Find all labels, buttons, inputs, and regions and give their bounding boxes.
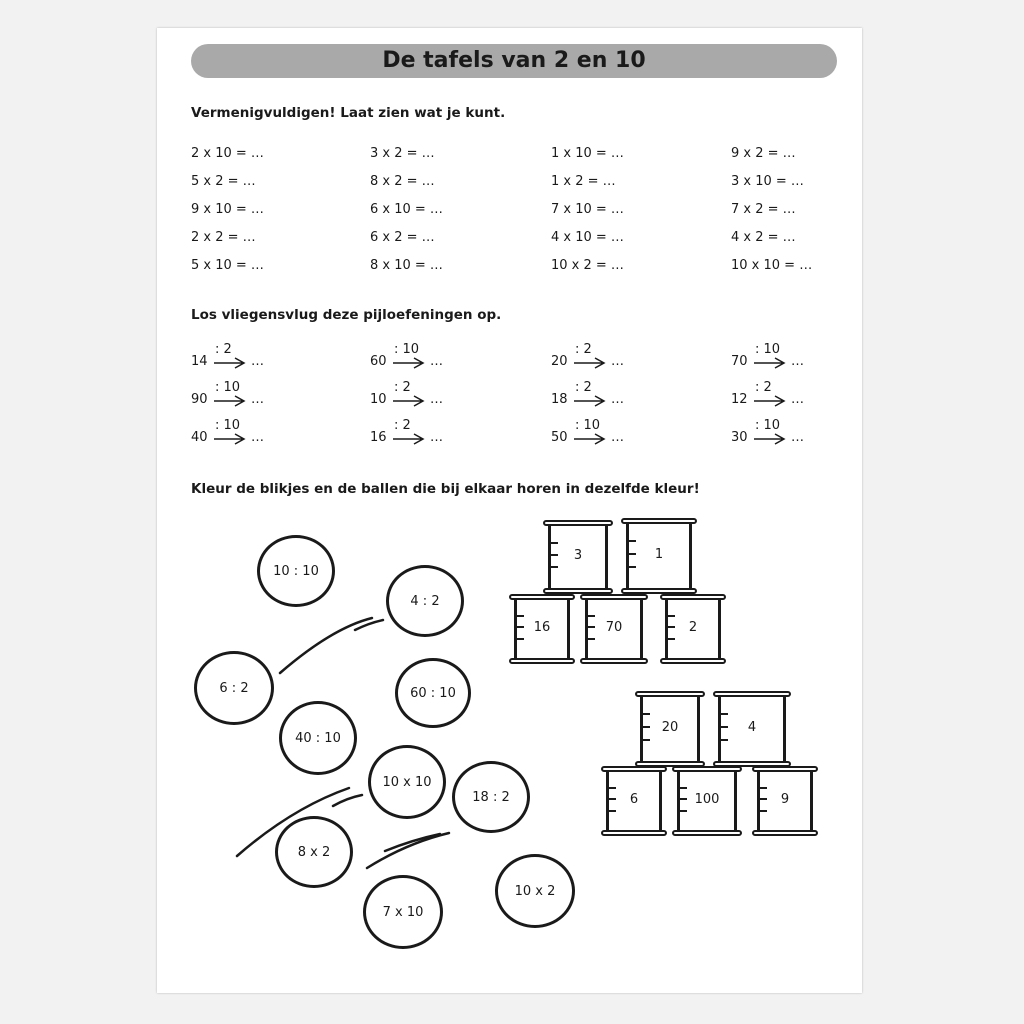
- can-bottom: [509, 658, 575, 664]
- divide-operator: : 2: [394, 380, 411, 395]
- multiplication-exercise: 1 x 2 = …: [551, 174, 616, 189]
- start-number: 40: [191, 430, 208, 445]
- ball-label: 8 x 2: [297, 844, 331, 860]
- answer-blank: …: [430, 430, 443, 445]
- can-body: [640, 697, 700, 761]
- answer-blank: …: [251, 430, 264, 445]
- ball[interactable]: [395, 658, 471, 728]
- ball[interactable]: [363, 875, 443, 949]
- start-number: 30: [731, 430, 748, 445]
- multiplication-exercise: 4 x 10 = …: [551, 230, 624, 245]
- answer-blank: …: [430, 392, 443, 407]
- divide-operator: : 10: [755, 342, 781, 357]
- divide-operator: : 10: [394, 342, 420, 357]
- start-number: 20: [551, 354, 568, 369]
- can-label: 16: [533, 620, 551, 635]
- multiplication-exercise: 3 x 10 = …: [731, 174, 804, 189]
- can[interactable]: [580, 594, 648, 664]
- ball-label: 7 x 10: [382, 904, 424, 920]
- ball[interactable]: [257, 535, 335, 607]
- multiplication-exercise: 2 x 10 = …: [191, 146, 264, 161]
- can-body: [585, 600, 643, 658]
- multiplication-exercise: 3 x 2 = …: [370, 146, 435, 161]
- can[interactable]: [752, 766, 818, 836]
- multiplication-exercise: 9 x 10 = …: [191, 202, 264, 217]
- start-number: 70: [731, 354, 748, 369]
- ball-label: 6 : 2: [219, 680, 249, 696]
- multiplication-exercise: 7 x 2 = …: [731, 202, 796, 217]
- can[interactable]: [543, 520, 613, 594]
- can-body: [757, 772, 813, 830]
- divide-operator: : 2: [575, 380, 592, 395]
- can-bottom: [672, 830, 742, 836]
- divide-operator: : 2: [394, 418, 411, 433]
- answer-blank: …: [611, 392, 624, 407]
- ball-label: 4 : 2: [410, 593, 440, 609]
- can-body: [718, 697, 786, 761]
- ball-label: 60 : 10: [410, 685, 456, 701]
- page-title: De tafels van 2 en 10: [191, 44, 837, 78]
- worksheet-page: [157, 28, 862, 993]
- ball[interactable]: [495, 854, 575, 928]
- can[interactable]: [621, 518, 697, 594]
- can-body: [626, 524, 692, 588]
- can-body: [665, 600, 721, 658]
- start-number: 16: [370, 430, 387, 445]
- ball[interactable]: [194, 651, 274, 725]
- multiplication-exercise: 9 x 2 = …: [731, 146, 796, 161]
- multiplication-exercise: 5 x 10 = …: [191, 258, 264, 273]
- start-number: 90: [191, 392, 208, 407]
- can-label: 2: [688, 620, 698, 635]
- divide-operator: : 10: [755, 418, 781, 433]
- answer-blank: …: [251, 354, 264, 369]
- can-bottom: [601, 830, 667, 836]
- ball-label: 10 : 10: [273, 563, 319, 579]
- answer-blank: …: [791, 392, 804, 407]
- can[interactable]: [601, 766, 667, 836]
- divide-operator: : 2: [215, 342, 232, 357]
- start-number: 60: [370, 354, 387, 369]
- can-body: [548, 526, 608, 588]
- can[interactable]: [509, 594, 575, 664]
- answer-blank: …: [791, 354, 804, 369]
- multiplication-exercise: 10 x 10 = …: [731, 258, 813, 273]
- divide-operator: : 10: [215, 418, 241, 433]
- multiplication-exercise: 8 x 2 = …: [370, 174, 435, 189]
- can-label: 9: [780, 792, 790, 807]
- instruction-color-match: Kleur de blikjes en de ballen die bij elkaar horen in dezelfde kleur!: [191, 481, 700, 497]
- multiplication-exercise: 6 x 2 = …: [370, 230, 435, 245]
- can-label: 1: [654, 547, 664, 562]
- can[interactable]: [713, 691, 791, 767]
- ball[interactable]: [368, 745, 446, 819]
- multiplication-exercise: 4 x 2 = …: [731, 230, 796, 245]
- start-number: 10: [370, 392, 387, 407]
- can-bottom: [752, 830, 818, 836]
- can-bottom: [580, 658, 648, 664]
- can-label: 4: [747, 720, 757, 735]
- ball-label: 10 x 2: [514, 883, 556, 899]
- instruction-arrow-exercises: Los vliegensvlug deze pijloefeningen op.: [191, 307, 502, 323]
- ball[interactable]: [386, 565, 464, 637]
- start-number: 18: [551, 392, 568, 407]
- answer-blank: …: [611, 354, 624, 369]
- multiplication-exercise: 8 x 10 = …: [370, 258, 443, 273]
- ball[interactable]: [275, 816, 353, 888]
- start-number: 12: [731, 392, 748, 407]
- divide-operator: : 10: [215, 380, 241, 395]
- start-number: 14: [191, 354, 208, 369]
- can[interactable]: [660, 594, 726, 664]
- can-bottom: [660, 658, 726, 664]
- ball-label: 18 : 2: [472, 789, 510, 805]
- ball-label: 40 : 10: [295, 730, 341, 746]
- multiplication-exercise: 2 x 2 = …: [191, 230, 256, 245]
- start-number: 50: [551, 430, 568, 445]
- multiplication-exercise: 5 x 2 = …: [191, 174, 256, 189]
- can-label: 20: [661, 720, 679, 735]
- answer-blank: …: [791, 430, 804, 445]
- can-label: 3: [573, 548, 583, 563]
- answer-blank: …: [611, 430, 624, 445]
- multiplication-exercise: 7 x 10 = …: [551, 202, 624, 217]
- ball-label: 10 x 10: [382, 774, 432, 790]
- instruction-multiply: Vermenigvuldigen! Laat zien wat je kunt.: [191, 105, 506, 121]
- multiplication-exercise: 10 x 2 = …: [551, 258, 624, 273]
- can-body: [677, 772, 737, 830]
- divide-operator: : 2: [575, 342, 592, 357]
- divide-operator: : 10: [575, 418, 601, 433]
- can[interactable]: [672, 766, 742, 836]
- divide-operator: : 2: [755, 380, 772, 395]
- multiplication-exercise: 6 x 10 = …: [370, 202, 443, 217]
- motion-lines: [157, 28, 862, 993]
- can-body: [606, 772, 662, 830]
- can[interactable]: [635, 691, 705, 767]
- ball[interactable]: [279, 701, 357, 775]
- can-label: 70: [605, 620, 623, 635]
- answer-blank: …: [430, 354, 443, 369]
- multiplication-exercise: 1 x 10 = …: [551, 146, 624, 161]
- ball[interactable]: [452, 761, 530, 833]
- can-label: 100: [694, 792, 720, 807]
- can-body: [514, 600, 570, 658]
- answer-blank: …: [251, 392, 264, 407]
- can-label: 6: [629, 792, 639, 807]
